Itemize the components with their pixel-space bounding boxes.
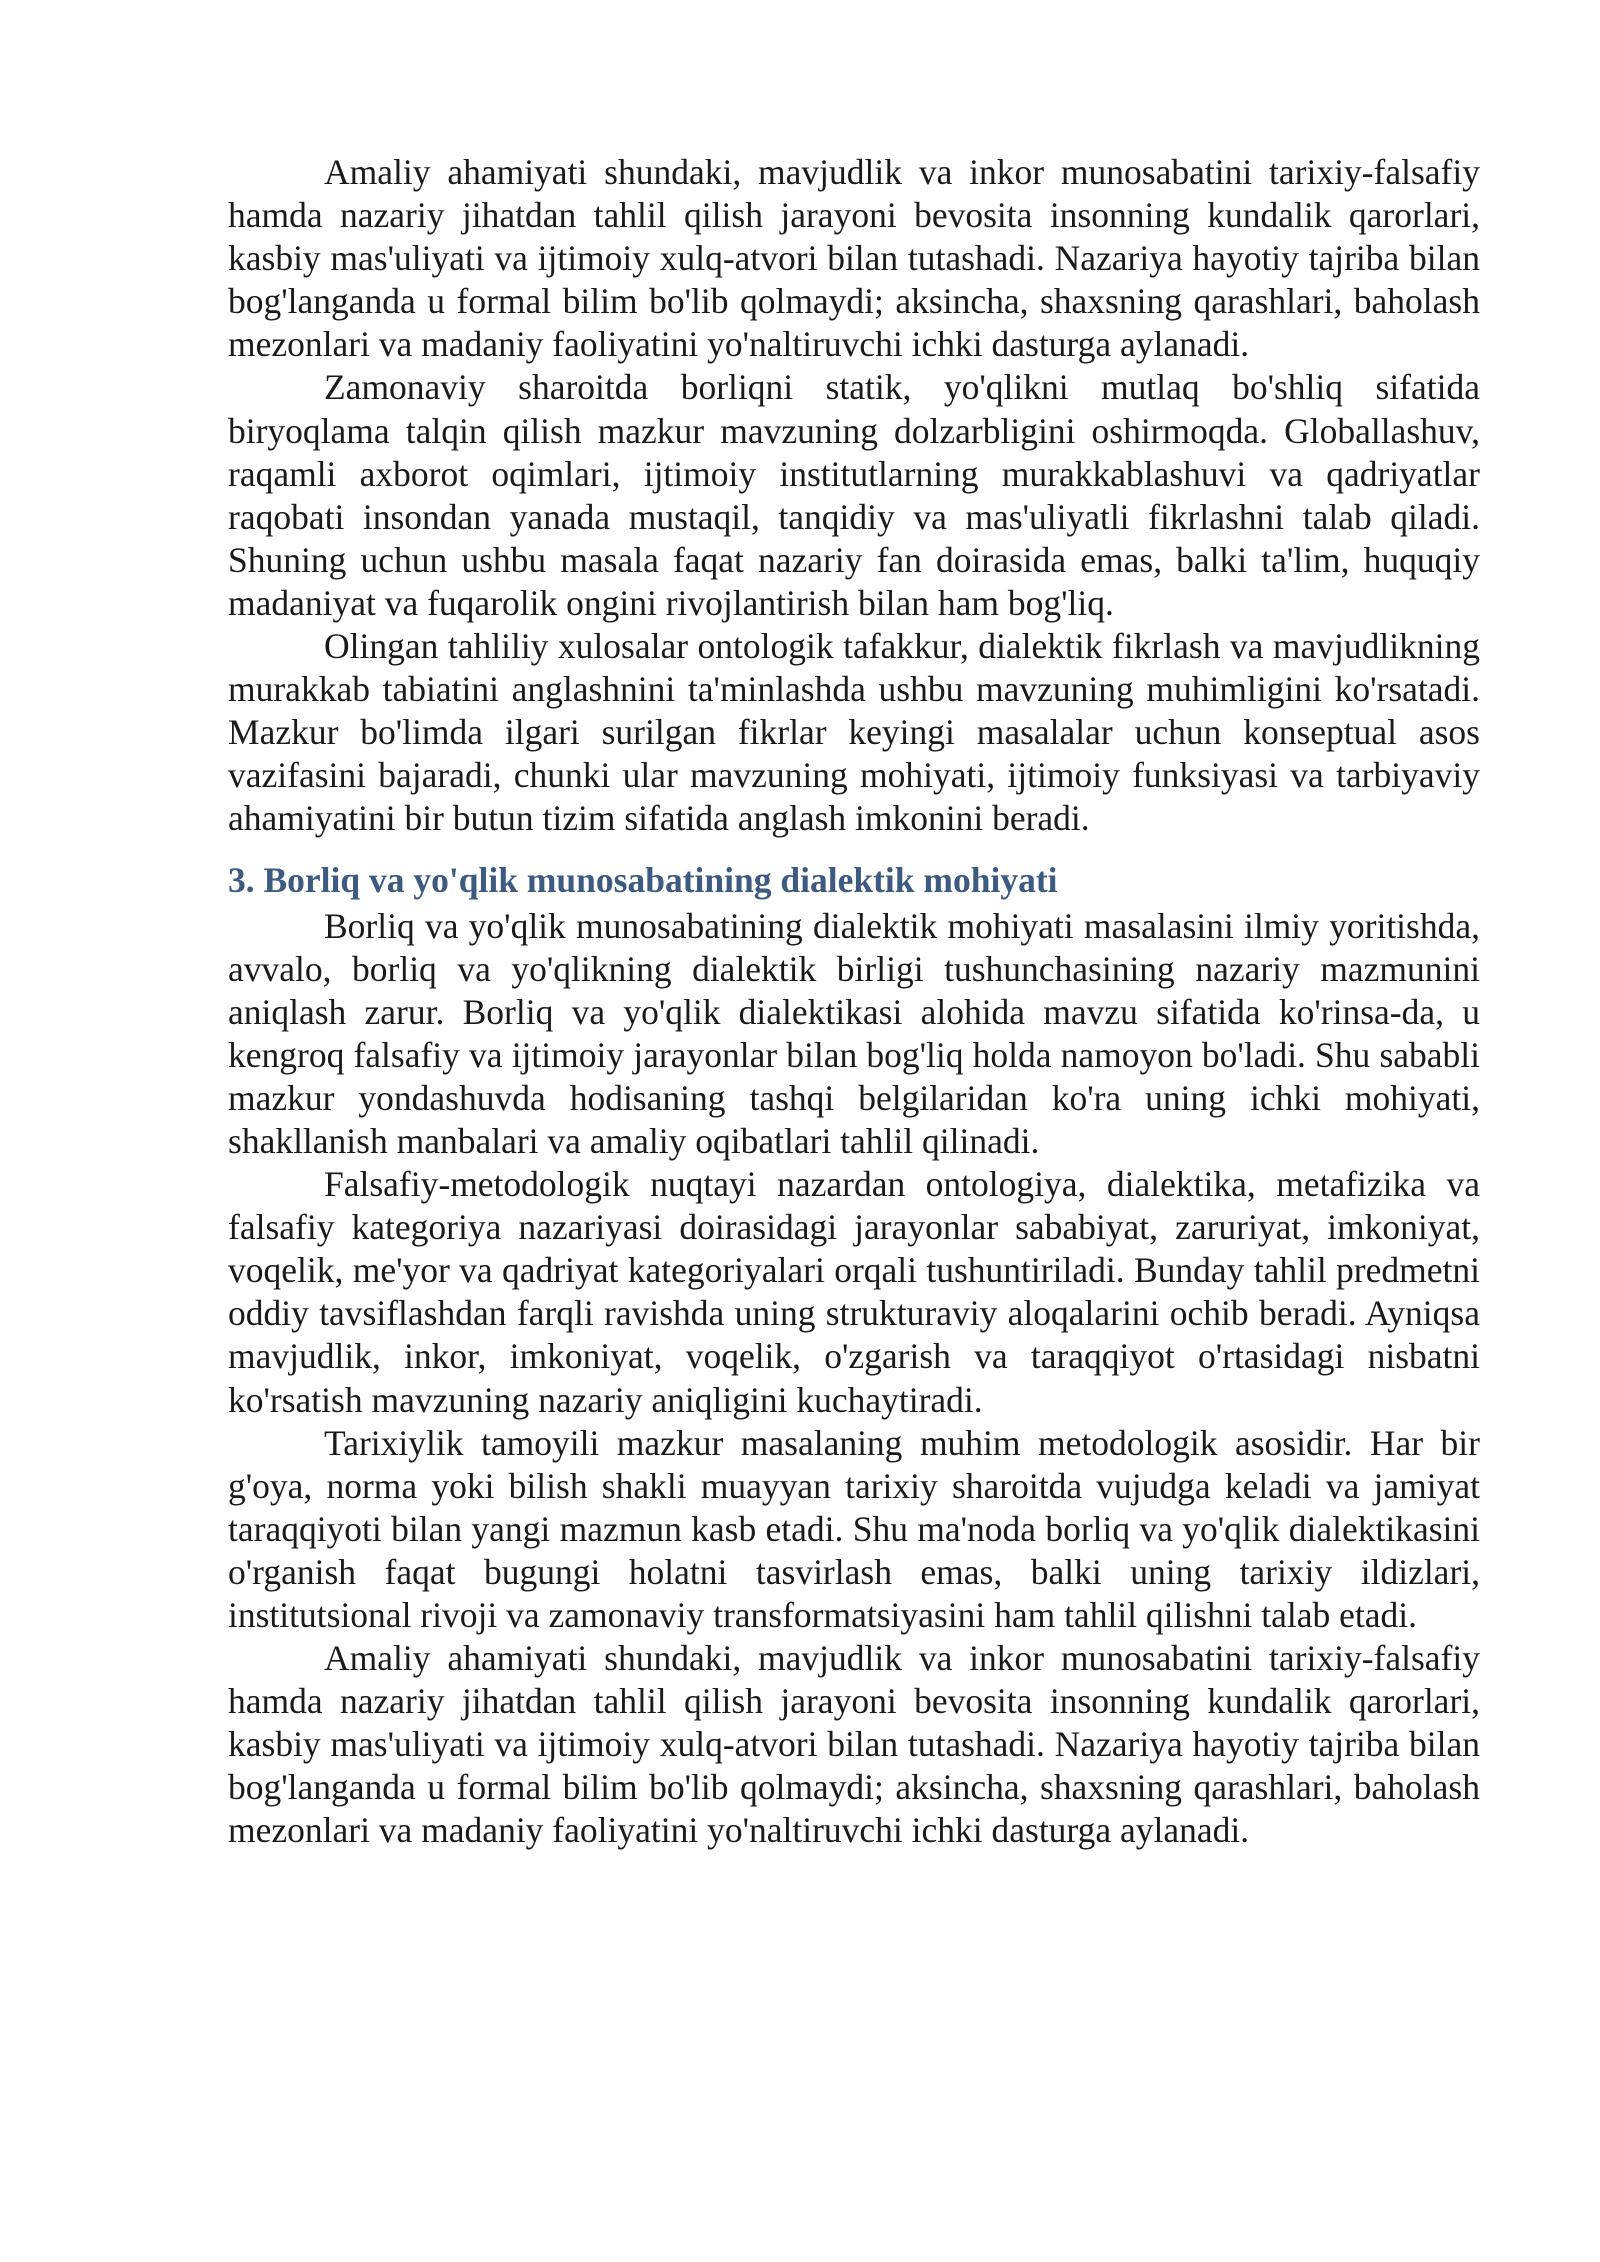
body-paragraph: Borliq va yo'qlik munosabatining dialektik mohiyati masalasini ilmiy yoritishda, avvalo, borliq va yo'qlikning dialektik birligi tushunchasining nazariy mazmunini aniqlash zarur. Borliq va yo'qlik dialektikasi alohida mavzu sifatida ko'rinsa-da, u kengroq falsafiy va ijtimoiy jarayonlar bilan bog'liq holda namoyon bo'ladi. Shu sababli mazkur yondashuvda hodisaning tashqi belgilaridan ko'ra uning ichki mohiyati, shakllanish manbalari va amaliy oqibatlari tahlil qilinadi. bbox=[228, 905, 1480, 1161]
body-paragraph: Zamonaviy sharoitda borliqni statik, yo'qlikni mutlaq bo'shliq sifatida biryoqlama talqin qilish mazkur mavzuning dolzarbligini oshirmoqda. Globallashuv, raqamli axborot oqimlari, ijtimoiy institutlarning murakkablashuvi va qadriyatlar raqobati insondan yanada mustaqil, tanqidiy va mas'uliyatli fikrlashni talab qiladi. Shuning uchun ushbu masala faqat nazariy fan doirasida emas, balki ta'lim, huquqiy madaniyat va fuqarolik ongini rivojlantirish bilan ham bog'liq. bbox=[228, 367, 1480, 623]
body-paragraph: Amaliy ahamiyati shundaki, mavjudlik va inkor munosabatini tarixiy-falsafiy hamda nazariy jihatdan tahlil qilish jarayoni bevosita insonning kundalik qarorlari, kasbiy mas'uliyati va ijtimoiy xulq-atvori bilan tutashadi. Nazariya hayotiy tajriba bilan bog'langanda u formal bilim bo'lib qolmaydi; aksincha, shaxsning qarashlari, baholash mezonlari va madaniy faoliyatini yo'naltiruvchi ichki dasturga aylanadi. bbox=[228, 152, 1480, 365]
body-paragraph: Amaliy ahamiyati shundaki, mavjudlik va inkor munosabatini tarixiy-falsafiy hamda nazariy jihatdan tahlil qilish jarayoni bevosita insonning kundalik qarorlari, kasbiy mas'uliyati va ijtimoiy xulq-atvori bilan tutashadi. Nazariya hayotiy tajriba bilan bog'langanda u formal bilim bo'lib qolmaydi; aksincha, shaxsning qarashlari, baholash mezonlari va madaniy faoliyatini yo'naltiruvchi ichki dasturga aylanadi. bbox=[228, 1638, 1480, 1851]
body-paragraph: Tarixiylik tamoyili mazkur masalaning muhim metodologik asosidir. Har bir g'oya, norma yoki bilish shakli muayyan tarixiy sharoitda vujudga keladi va jamiyat taraqqiyoti bilan yangi mazmun kasb etadi. Shu ma'noda borliq va yo'qlik dialektikasini o'rganish faqat bugungi holatni tasvirlash emas, balki uning tarixiy ildizlari, institutsional rivoji va zamonaviy transformatsiyasini ham tahlil qilishni talab etadi. bbox=[228, 1422, 1480, 1635]
body-paragraph: Olingan tahliliy xulosalar ontologik tafakkur, dialektik fikrlash va mavjudlikning murakkab tabiatini anglashnini ta'minlashda ushbu mavzuning muhimligini ko'rsatadi. Mazkur bo'limda ilgari surilgan fikrlar keyingi masalalar uchun konseptual asos vazifasini bajaradi, chunki ular mavzuning mohiyati, ijtimoiy funksiyasi va tarbiyaviy ahamiyatini bir butun tizim sifatida anglash imkonini beradi. bbox=[228, 626, 1480, 839]
body-paragraph: Falsafiy-metodologik nuqtayi nazardan ontologiya, dialektika, metafizika va falsafiy kategoriya nazariyasi doirasidagi jarayonlar sababiyat, zaruriyat, imkoniyat, voqelik, me'yor va qadriyat kategoriyalari orqali tushuntiriladi. Bunday tahlil predmetni oddiy tavsiflashdan farqli ravishda uning strukturaviy aloqalarini ochib beradi. Ayniqsa mavjudlik, inkor, imkoniyat, voqelik, o'zgarish va taraqqiyot o'rtasidagi nisbatni ko'rsatish mavzuning nazariy aniqligini kuchaytiradi. bbox=[228, 1164, 1480, 1420]
section-heading: 3. Borliq va yo'qlik munosabatining dialektik mohiyati bbox=[228, 859, 1058, 900]
document-page bbox=[228, 151, 1480, 1853]
